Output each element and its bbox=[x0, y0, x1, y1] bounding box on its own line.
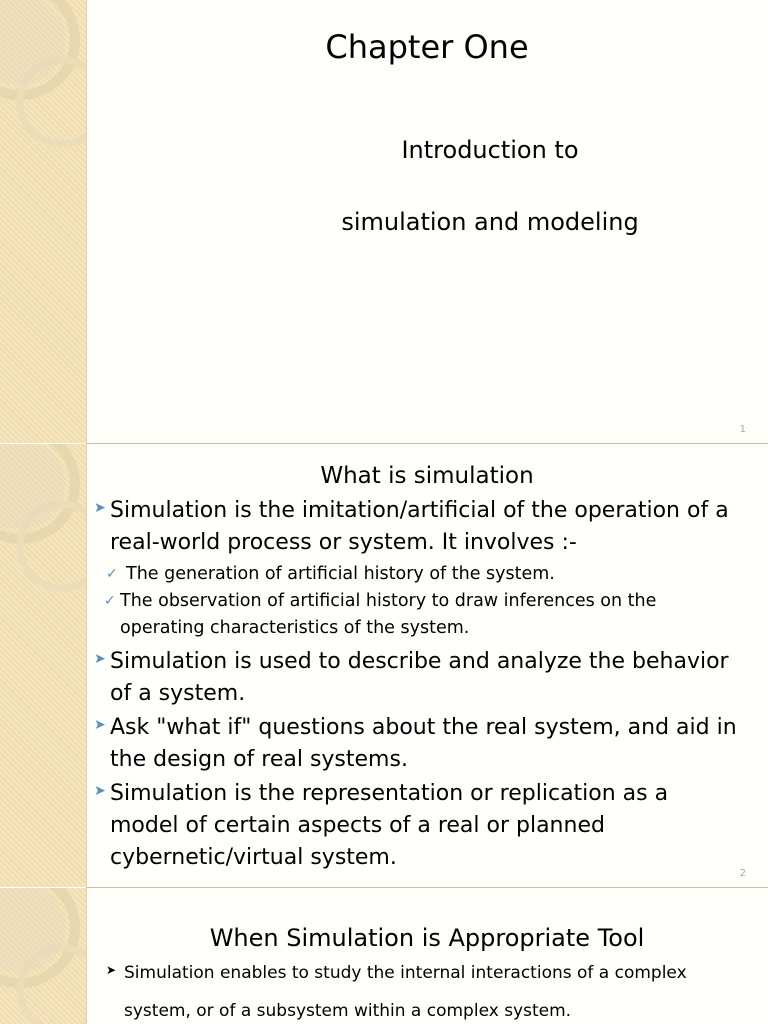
checkmark-icon: ✓ bbox=[106, 566, 118, 582]
ring-decoration-icon bbox=[0, 888, 86, 1024]
slide-title: When Simulation is Appropriate Tool bbox=[209, 924, 645, 952]
slide-2 bbox=[0, 444, 768, 887]
sub-bullet-text: The observation of artificial history to draw inferences on the operating characteristics of the system. bbox=[120, 591, 657, 638]
slide-title: What is simulation bbox=[320, 463, 534, 489]
page-number: 2 bbox=[739, 868, 746, 879]
slide-1 bbox=[0, 0, 768, 443]
bullet-list bbox=[106, 954, 754, 1024]
bullet-text: Simulation is the representation or replication as a model of certain aspects of a real or planned cybernetic/virtual system. bbox=[110, 781, 669, 870]
slide-subtitle-line-2: simulation and modeling bbox=[341, 208, 639, 236]
checkmark-icon: ✓ bbox=[104, 593, 116, 609]
list-item bbox=[106, 954, 754, 1024]
ring-decoration-icon bbox=[0, 444, 86, 887]
arrow-bullet-icon: ➤ bbox=[106, 963, 117, 977]
list-item bbox=[94, 561, 738, 588]
decorative-band bbox=[0, 888, 87, 1024]
list-item bbox=[94, 588, 738, 642]
sub-bullet-text: The generation of artificial history of the system. bbox=[126, 564, 555, 584]
slide-subtitle-line-1: Introduction to bbox=[401, 136, 579, 164]
bullet-text: Simulation enables to study the internal interactions of a complex system, or of a subsystem within a complex system. bbox=[124, 963, 687, 1021]
arrow-bullet-icon: ➤ bbox=[94, 500, 106, 516]
list-item bbox=[94, 712, 738, 776]
list-item bbox=[94, 646, 738, 710]
decorative-band bbox=[0, 0, 87, 443]
ring-decoration-icon bbox=[0, 0, 86, 443]
slide-3 bbox=[0, 888, 768, 1024]
bullet-text: Simulation is the imitation/artificial of the operation of a real-world process or system. It involves :- bbox=[110, 498, 729, 555]
bullet-list bbox=[94, 495, 738, 876]
arrow-bullet-icon: ➤ bbox=[94, 717, 106, 733]
list-item bbox=[94, 778, 738, 874]
bullet-text: Ask "what if" questions about the real system, and aid in the design of real systems. bbox=[110, 715, 737, 772]
page-number: 1 bbox=[739, 424, 746, 435]
arrow-bullet-icon: ➤ bbox=[94, 783, 106, 799]
slide-title: Chapter One bbox=[325, 28, 529, 66]
arrow-bullet-icon: ➤ bbox=[94, 651, 106, 667]
bullet-text: Simulation is used to describe and analyze the behavior of a system. bbox=[110, 649, 729, 706]
list-item bbox=[94, 495, 738, 559]
decorative-band bbox=[0, 444, 87, 887]
